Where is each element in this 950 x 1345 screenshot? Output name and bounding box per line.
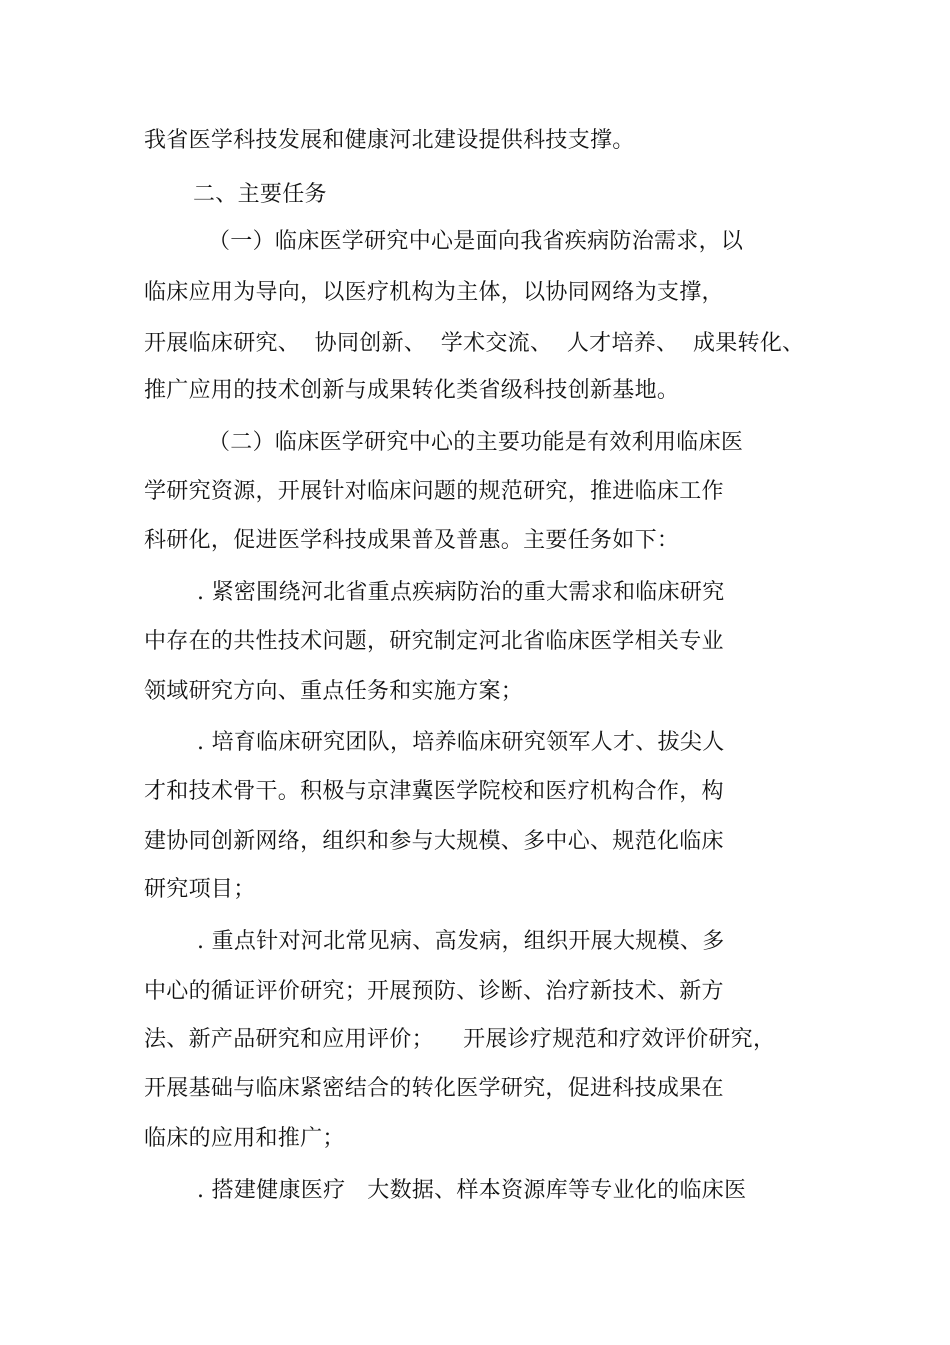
- list-item-2-line-1: . 培育临床研究团队，培养临床研究领军人才、拔尖人: [197, 730, 725, 755]
- text-line-3: （一）临床医学研究中心是面向我省疾病防治需求，以: [208, 229, 744, 254]
- list-item-3-line-3: 法、新产品研究和应用评价； 开展诊疗规范和疗效评价研究，: [144, 1027, 776, 1052]
- list-item-4-line-1: . 搭建健康医疗 大数据、样本资源库等专业化的临床医: [197, 1178, 747, 1203]
- list-item-2-line-2: 才和技术骨干。积极与京津冀医学院校和医疗机构合作，构: [144, 779, 724, 804]
- list-item-1-line-2: 中存在的共性技术问题，研究制定河北省临床医学相关专业: [144, 629, 724, 654]
- list-item-3-line-4: 开展基础与临床紧密结合的转化医学研究，促进科技成果在: [144, 1076, 724, 1101]
- text-line-9: 科研化，促进医学科技成果普及普惠。主要任务如下：: [144, 528, 680, 553]
- list-item-1-line-3: 领域研究方向、重点任务和实施方案；: [144, 679, 524, 704]
- section-heading-main-tasks: 二、主要任务: [193, 182, 327, 207]
- list-item-2-line-4: 研究项目；: [144, 877, 256, 902]
- text-line-5: 开展临床研究、 协同创新、 学术交流、 人才培养、 成果转化、: [144, 331, 805, 356]
- list-item-2-line-3: 建协同创新网络，组织和参与大规模、多中心、规范化临床: [144, 829, 724, 854]
- list-item-3-line-2: 中心的循证评价研究；开展预防、诊断、治疗新技术、新方: [144, 979, 724, 1004]
- list-item-3-line-5: 临床的应用和推广；: [144, 1126, 345, 1151]
- text-line-8: 学研究资源，开展针对临床问题的规范研究，推进临床工作: [144, 479, 724, 504]
- text-line-1: 我省医学科技发展和健康河北建设提供科技支撑。: [144, 128, 635, 153]
- text-line-7: （二）临床医学研究中心的主要功能是有效利用临床医: [208, 430, 744, 455]
- text-line-6: 推广应用的技术创新与成果转化类省级科技创新基地。: [144, 378, 680, 403]
- text-line-4: 临床应用为导向，以医疗机构为主体，以协同网络为支撑，: [144, 280, 724, 305]
- list-item-1-line-1: . 紧密围绕河北省重点疾病防治的重大需求和临床研究: [197, 580, 725, 605]
- list-item-3-line-1: . 重点针对河北常见病、高发病，组织开展大规模、多: [197, 929, 725, 954]
